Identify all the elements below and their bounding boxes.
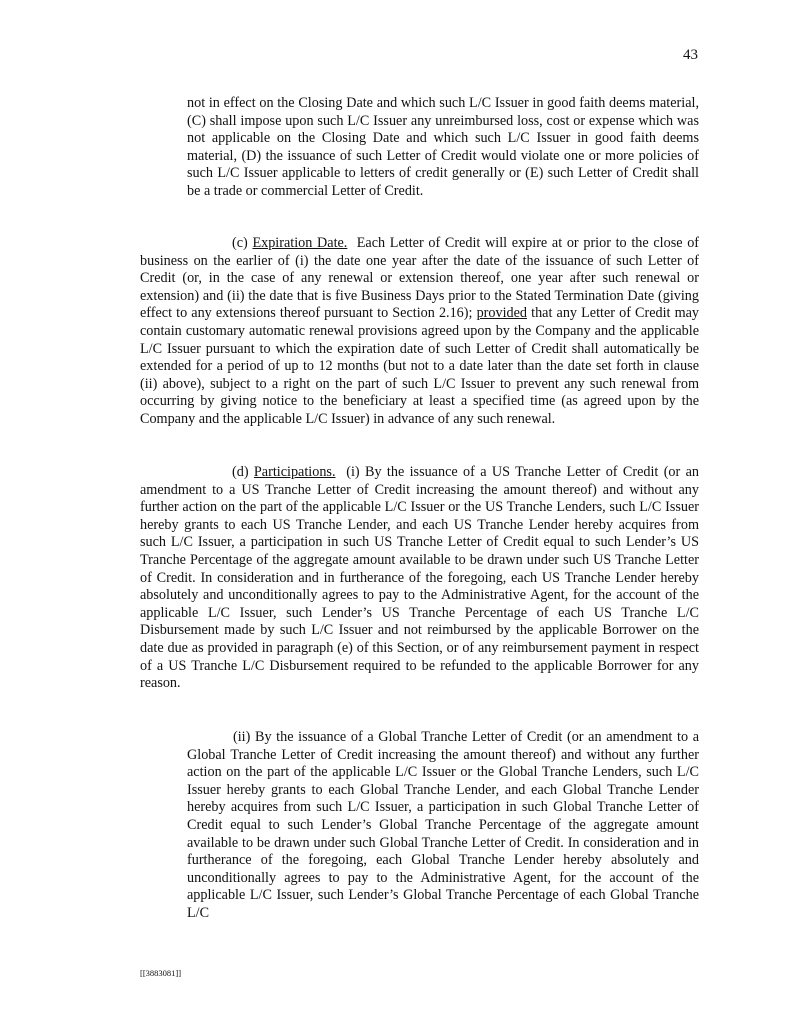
clause-b-continued-paragraph <box>187 95 699 201</box>
clause-d-ii-paragraph <box>187 729 699 923</box>
clause-c-label: (c) <box>232 235 248 251</box>
clause-d-text: (i) By the issuance of a US Tranche Letter of Credit (or an amendment to a US Tranche Letter of Credit increasing the amount thereof) and without any further action on the part of the applicable L/C Issuer or the US Tranche Lenders, such L/C Issuer hereby grants to each US Tranche Lender, and each US Tranche Lender hereby acquires from such L/C Issuer, a participation in such US Tranche Letter of Credit equal to such Lender’s US Tranche Percentage of the aggregate amount available to be drawn under such US Tranche Letter of Credit. In consideration and in furtherance of the foregoing, each US Tranche Lender hereby absolutely and unconditionally agrees to pay to the Administrative Agent, for the account of the applicable L/C Issuer, such Lender’s US Tranche Percentage of each US Tranche L/C Disbursement made by such L/C Issuer and not reimbursed by the applicable Borrower on the date due as provided in paragraph (e) of this Section, or of any reimbursement payment in respect of a US Tranche L/C Disbursement required to be refunded to the applicable Borrower for any reason. <box>140 464 700 692</box>
clause-c-heading: Expiration Date. <box>252 235 348 251</box>
clause-c-text-before: Each Letter of Credit will expire at or prior to the close of business on the earlier of (i) the date one year after the date of the issuance of such Letter of Credit (or, in the case of any renewal or extension thereof, one year after such renewal or extension) and (ii) the date that is five Business Days prior to the Stated Termination Date (giving effect to any extensions thereof pursuant to Section 2.16); <box>140 235 700 322</box>
clause-d-ii-text: (ii) By the issuance of a Global Tranche Letter of Credit (or an amendment to a Global Tranche Letter of Credit increasing the amount thereof) and without any further action on the part of the applicable L/C Issuer or the Global Tranche Lenders, such L/C Issuer hereby grants to each Global Tranche Lender, and each Global Tranche Lender hereby acquires from such L/C Issuer, a participation in such Global Tranche Letter of Credit equal to such Lender’s Global Tranche Percentage of the aggregate amount available to be drawn under such Global Tranche Letter of Credit. In consideration and in furtherance of the foregoing, each Global Tranche Lender hereby absolutely and unconditionally agrees to pay to the Administrative Agent, for the account of the applicable L/C Issuer, such Lender’s Global Tranche Percentage of each Global Tranche L/C <box>187 729 699 921</box>
clause-c-expiration-date-paragraph <box>140 235 699 429</box>
clause-c-proviso: provided <box>476 305 528 322</box>
clause-d-participations-paragraph <box>140 464 699 693</box>
clause-d-label: (d) <box>232 464 249 480</box>
clause-c-text-after: that any Letter of Credit may contain customary automatic renewal provisions agreed upon by the Company and the applicable L/C Issuer pursuant to which the expiration date of such Letter of Credit shall automatically be extended for a period of up to 12 months (but not to a date later than the date set forth in clause (ii) above), subject to a right on the part of such L/C Issuer to prevent any such renewal from occurring by giving notice to the beneficiary at least a specified time (as agreed upon by the Company and the applicable L/C Issuer) in advance of any such renewal. <box>140 305 700 427</box>
clause-d-heading: Participations. <box>253 464 336 480</box>
page-number: 43 <box>683 47 698 63</box>
clause-b-continued-text: not in effect on the Closing Date and which such L/C Issuer in good faith deems material, (C) shall impose upon such L/C Issuer any unreimbursed loss, cost or expense which was not applicable on the Closing Date and which such L/C Issuer in good faith deems material, (D) the issuance of such Letter of Credit would violate one or more policies of such L/C Issuer applicable to letters of credit generally or (E) such Letter of Credit shall be a trade or commercial Letter of Credit. <box>187 95 699 199</box>
document-id-footer: [[3883081]] <box>140 968 182 978</box>
